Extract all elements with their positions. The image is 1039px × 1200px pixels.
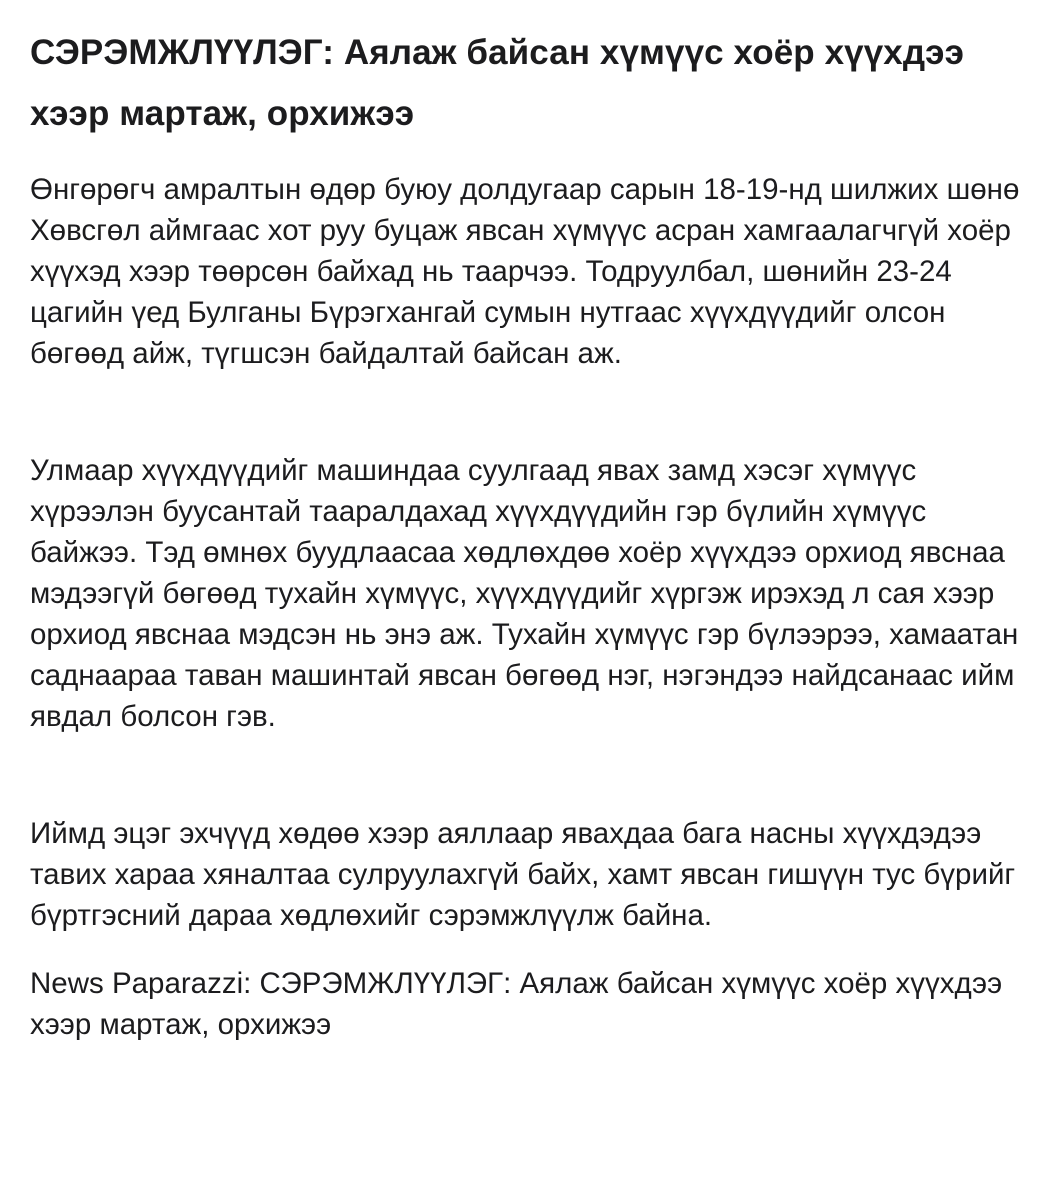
article xyxy=(30,22,1020,1045)
article-paragraph-2: Улмаар хүүхдүүдийг машиндаа суулгаад явах замд хэсэг хүмүүс хүрээлэн буусантай тааралдахад хүүхдүүдийн гэр бүлийн хүмүүс байжээ. Тэд өмнөх буудлаасаа хөдлөхдөө хоёр хүүхдээ орхиод явснаа мэдээгүй бөгөөд тухайн хүмүүс, хүүхдүүдийг хүргэж ирэхэд л сая хээр орхиод явснаа мэдсэн нь энэ аж. Тухайн хүмүүс гэр бүлээрээ, хамаатан саднаараа таван машинтай явсан бөгөөд нэг, нэгэндээ найдсанаас ийм явдал болсон гэв. xyxy=(30,454,1019,733)
article-paragraph-1: Өнгөрөгч амралтын өдөр буюу долдугаар сарын 18-19-нд шилжих шөнө Хөвсгөл аймгаас хот руу буцаж явсан хүмүүс асран хамгаалагчгүй хоёр хүүхэд хээр төөрсөн байхад нь таарчээ. Тодруулбал, шөнийн 23-24 цагийн үед Булганы Бүрэгхангай сумын нутгаас хүүхдүүдийг олсон бөгөөд айж, түгшсэн байдалтай байсан аж. xyxy=(30,173,1020,370)
source-line: News Paparazzi: СЭРЭМЖЛҮҮЛЭГ: Аялаж байсан хүмүүс хоёр хүүхдээ хээр мартаж, орхижээ xyxy=(30,967,1003,1041)
article-paragraph-3: Иймд эцэг эхчүүд хөдөө хээр аяллаар явахдаа бага насны хүүхдэдээ тавих хараа хяналтаа сулруулахгүй байх, хамт явсан гишүүн тус бүрийг бүртгэсний дараа хөдлөхийг сэрэмжлүүлж байна. xyxy=(30,817,1016,932)
article-title: СЭРЭМЖЛҮҮЛЭГ: Аялаж байсан хүмүүс хоёр хүүхдээ хээр мартаж, орхижээ xyxy=(30,33,965,133)
